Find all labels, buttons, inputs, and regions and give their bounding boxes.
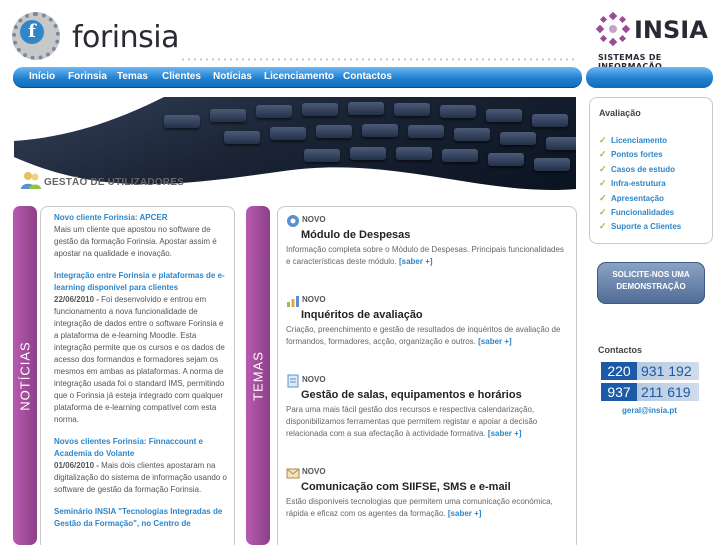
news-item bbox=[54, 436, 228, 496]
theme-badge: NOVO bbox=[302, 215, 326, 224]
header-divider bbox=[180, 58, 578, 61]
sidebar-item-suporte[interactable] bbox=[599, 221, 681, 232]
demo-line2: DEMONSTRAÇÃO bbox=[616, 282, 686, 291]
theme-more-link[interactable]: [saber +] bbox=[447, 509, 482, 518]
news-title[interactable]: Novos clientes Forinsia: Finnaccount e Academia do Volante bbox=[54, 437, 203, 458]
sidebar-item-casos-de-estudo[interactable] bbox=[599, 164, 675, 175]
evaluation-panel bbox=[589, 97, 713, 244]
sidebar-item-apresentacao[interactable] bbox=[599, 193, 664, 204]
section-title: GESTÃO DE UTILIZADORES bbox=[44, 177, 184, 188]
theme-item-despesas bbox=[286, 214, 568, 270]
sidebar-item-infra-estrutura[interactable] bbox=[599, 178, 666, 189]
theme-title[interactable]: Inquéritos de avaliação bbox=[301, 309, 423, 321]
theme-desc: Informação completa sobre o Módulo de Despesas. Principais funcionalidades e características deste módulo. bbox=[286, 245, 564, 266]
theme-title[interactable]: Módulo de Despesas bbox=[301, 229, 411, 241]
sidebar-item-label: Funcionalidades bbox=[611, 208, 675, 217]
theme-item-comunicacao bbox=[286, 466, 568, 522]
theme-item-inqueritos bbox=[286, 294, 568, 350]
theme-item-salas bbox=[286, 374, 568, 444]
phone-1[interactable] bbox=[601, 362, 699, 380]
theme-title[interactable]: Comunicação com SIIFSE, SMS e e-mail bbox=[301, 481, 511, 493]
check-icon: ✓ bbox=[599, 221, 607, 231]
forinsia-logo[interactable] bbox=[12, 12, 182, 64]
brand-name: forinsia bbox=[72, 20, 179, 55]
mail-icon bbox=[286, 466, 300, 480]
sidebar-item-label: Apresentação bbox=[611, 194, 664, 203]
gear-icon bbox=[286, 214, 300, 228]
news-list bbox=[54, 212, 228, 540]
insia-subtitle: SISTEMAS DE bbox=[598, 53, 662, 62]
nav-temas[interactable]: Temas bbox=[117, 71, 148, 82]
check-icon: ✓ bbox=[599, 164, 607, 174]
theme-desc: Criação, preenchimento e gestão de resultados de inquéritos de avaliação de formandos, formadores, acção, organização e outros. bbox=[286, 325, 561, 346]
nav-forinsia[interactable]: Forinsia bbox=[68, 71, 107, 82]
nav-noticias[interactable]: Notícias bbox=[213, 71, 252, 82]
evaluation-title: Avaliação bbox=[599, 108, 641, 118]
nav-inicio[interactable]: Início bbox=[29, 71, 56, 82]
chart-icon bbox=[286, 294, 300, 308]
themes-tab-label: TEMAS bbox=[250, 350, 266, 401]
sidebar-item-label: Licenciamento bbox=[611, 136, 668, 145]
users-icon bbox=[20, 170, 42, 190]
theme-badge: NOVO bbox=[302, 467, 326, 476]
phone-2[interactable] bbox=[601, 383, 699, 401]
sidebar-item-label: Infra-estrutura bbox=[611, 179, 666, 188]
check-icon: ✓ bbox=[599, 178, 607, 188]
news-item bbox=[54, 270, 228, 426]
document-icon bbox=[286, 374, 300, 388]
demo-line1: SOLICITE-NOS UMA bbox=[612, 270, 690, 279]
theme-desc: Para uma mais fácil gestão dos recursos e respectiva calendarização, disponibilizamos ferramentas que permitem registar e apoiar a decisão relacionada com a sua afectação à actividade formativa. bbox=[286, 405, 538, 438]
sidebar-item-label: Casos de estudo bbox=[611, 165, 676, 174]
request-demo-label bbox=[597, 269, 705, 293]
theme-badge: NOVO bbox=[302, 375, 326, 384]
news-body: Mais dois clientes apostaram na digitalização do sistema de informação usando o software de gestão da formação Forinsia. bbox=[54, 461, 227, 494]
sidebar-item-label: Suporte a Clientes bbox=[611, 222, 682, 231]
contacts-title: Contactos bbox=[598, 345, 643, 355]
request-demo-button[interactable] bbox=[597, 262, 705, 304]
news-date: 01/06/2010 - bbox=[54, 461, 99, 470]
sidebar-item-funcionalidades[interactable] bbox=[599, 207, 674, 218]
news-item bbox=[54, 506, 228, 530]
nav-licenciamento[interactable]: Licenciamento bbox=[264, 71, 335, 82]
phone-prefix: 937 bbox=[601, 383, 637, 401]
theme-badge: NOVO bbox=[302, 295, 326, 304]
news-item bbox=[54, 212, 228, 260]
nav-clientes[interactable]: Clientes bbox=[162, 71, 201, 82]
news-tab bbox=[13, 206, 37, 545]
phone-prefix: 220 bbox=[601, 362, 637, 380]
news-body: Mais um cliente que apostou no software de gestão da formação Forinsia. Apostar assim é apostar na qualidade e inovação. bbox=[54, 225, 217, 258]
themes-tab bbox=[246, 206, 270, 545]
sidebar-item-pontos-fortes[interactable] bbox=[599, 149, 663, 160]
email-link[interactable]: geral@insia.pt bbox=[622, 406, 677, 415]
main-nav bbox=[13, 67, 582, 88]
news-tab-label: NOTÍCIAS bbox=[17, 340, 33, 411]
nav-contactos[interactable]: Contactos bbox=[343, 71, 392, 82]
news-title[interactable]: Seminário INSIA "Tecnologias Integradas de Gestão da Formação", no Centro de bbox=[54, 507, 223, 528]
theme-desc: Estão disponíveis tecnologias que permitem uma comunicação económica, rápida e eficaz com os agentes da formação. bbox=[286, 497, 553, 518]
insia-mark-icon bbox=[596, 12, 630, 46]
sidebar-item-licenciamento[interactable] bbox=[599, 135, 667, 146]
sidebar-item-label: Pontos fortes bbox=[611, 150, 663, 159]
check-icon: ✓ bbox=[599, 135, 607, 145]
news-title[interactable]: Novo cliente Forinsia: APCER bbox=[54, 213, 168, 222]
phone-number: 211 619 bbox=[641, 384, 691, 400]
theme-title[interactable]: Gestão de salas, equipamentos e horários bbox=[301, 389, 522, 401]
logo-letter: f bbox=[20, 20, 44, 44]
news-body: Foi desenvolvido e entrou em funcionamento a nova funcionalidade de integração de dados entre o software Forinsia e a plataforma de e-learning Moodle. Esta integração permite que os cursos e os dados de acesso dos formandos e formadores sejam os mesmos em ambas as plataformas. A norma de integração usada foi o standard IMS, permitindo que o Forinsia já esteja integrado com qualquer plataforma de e-learning compatível com esta norma. bbox=[54, 295, 225, 424]
nav-end-cap bbox=[586, 67, 713, 88]
insia-name: INSIA bbox=[634, 16, 708, 44]
theme-more-link[interactable]: [saber +] bbox=[478, 337, 512, 346]
check-icon: ✓ bbox=[599, 149, 607, 159]
check-icon: ✓ bbox=[599, 193, 607, 203]
phone-number: 931 192 bbox=[641, 363, 692, 379]
theme-more-link[interactable]: [saber +] bbox=[398, 257, 433, 266]
news-date: 22/06/2010 - bbox=[54, 295, 99, 304]
check-icon: ✓ bbox=[599, 207, 607, 217]
insia-logo[interactable] bbox=[596, 12, 711, 64]
news-title[interactable]: Integração entre Forinsia e plataformas de e-learning disponível para clientes bbox=[54, 271, 225, 292]
theme-more-link[interactable]: [saber +] bbox=[487, 429, 522, 438]
